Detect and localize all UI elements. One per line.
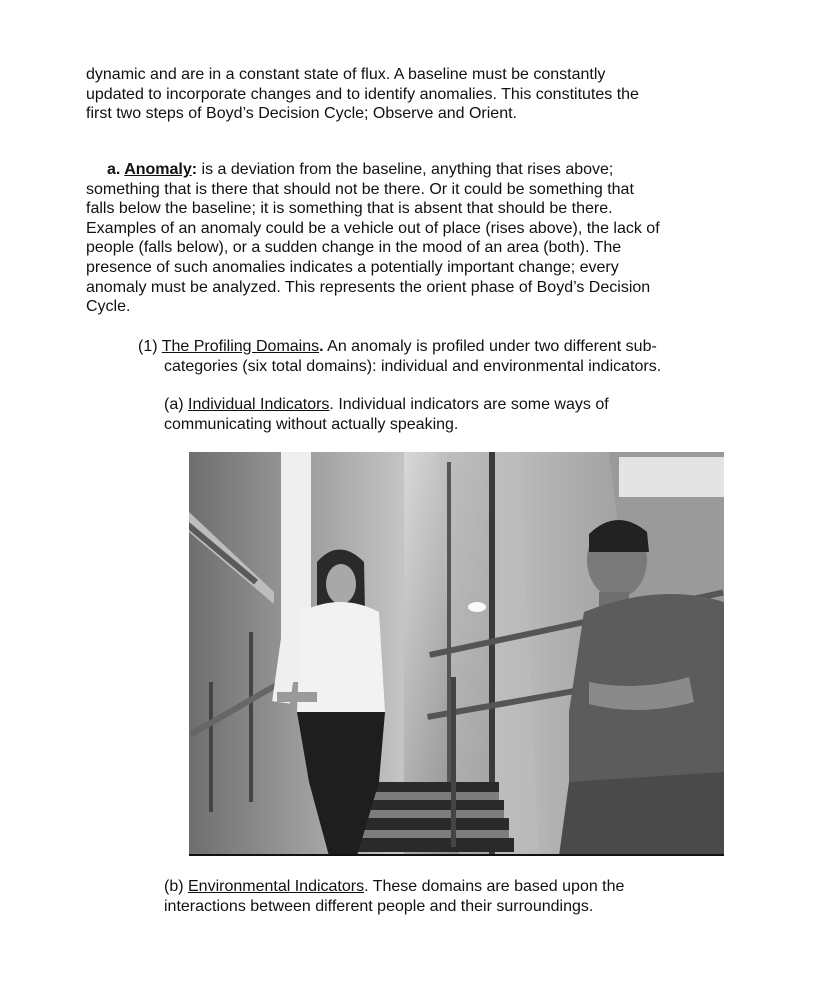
individual-indicators-first-line [164, 395, 609, 415]
text-line: categories (six total domains): individual and environmental indicators. [164, 357, 662, 375]
anomaly-first-line [86, 160, 660, 180]
anomaly-paragraph [86, 160, 660, 317]
environmental-indicators-heading: Environmental Indicators [188, 878, 365, 895]
text-line: first two steps of Boyd’s Decision Cycle; Observe and Orient. [86, 105, 517, 123]
text-line: something that is there that should not be there. Or it could be something that [86, 180, 634, 198]
text-line: updated to incorporate changes and to identify anomalies. This constitutes the [86, 85, 639, 103]
stairwell-photo [189, 452, 724, 856]
text-line: Examples of an anomaly could be a vehicle out of place (rises above), the lack of [86, 219, 660, 237]
anomaly-first-line-text: is a deviation from the baseline, anything that rises above; [197, 161, 614, 178]
text-line: communicating without actually speaking. [164, 415, 459, 433]
anomaly-term: Anomaly [124, 161, 192, 178]
individual-indicators-heading: Individual Indicators [188, 396, 330, 413]
profiling-domains-first-line [138, 337, 661, 357]
heading-punctuation: . [319, 338, 324, 355]
individual-indicators-paragraph [164, 395, 609, 434]
individual-indicators-first-line-text: . Individual indicators are some ways of [329, 396, 609, 413]
photo-bottom-rule [189, 854, 724, 856]
anomaly-label-suffix: : [191, 161, 198, 178]
item-number: (a) [164, 396, 188, 413]
text-line: anomaly must be analyzed. This represents the orient phase of Boyd’s Decision [86, 278, 651, 296]
text-line: dynamic and are in a constant state of flux. A baseline must be constantly [86, 66, 606, 83]
environmental-indicators-first-line [164, 877, 624, 897]
profiling-domains-paragraph [138, 337, 661, 376]
environmental-indicators-paragraph [164, 877, 624, 916]
item-number: (1) [138, 338, 162, 355]
environmental-indicators-first-line-text: . These domains are based upon the [364, 878, 625, 895]
text-line: interactions between different people and their surroundings. [164, 897, 594, 915]
profiling-domains-heading: The Profiling Domains [161, 338, 320, 355]
profiling-domains-first-line-text: An anomaly is profiled under two different sub- [323, 338, 657, 355]
baseline-paragraph [86, 65, 639, 124]
text-line: presence of such anomalies indicates a potentially important change; every [86, 258, 619, 276]
item-number: (b) [164, 878, 188, 895]
text-line: Cycle. [86, 298, 131, 316]
anomaly-label-prefix: a. [107, 161, 125, 178]
text-line: falls below the baseline; it is something that is absent that should be there. [86, 200, 613, 218]
text-line: people (falls below), or a sudden change in the mood of an area (both). The [86, 239, 622, 257]
